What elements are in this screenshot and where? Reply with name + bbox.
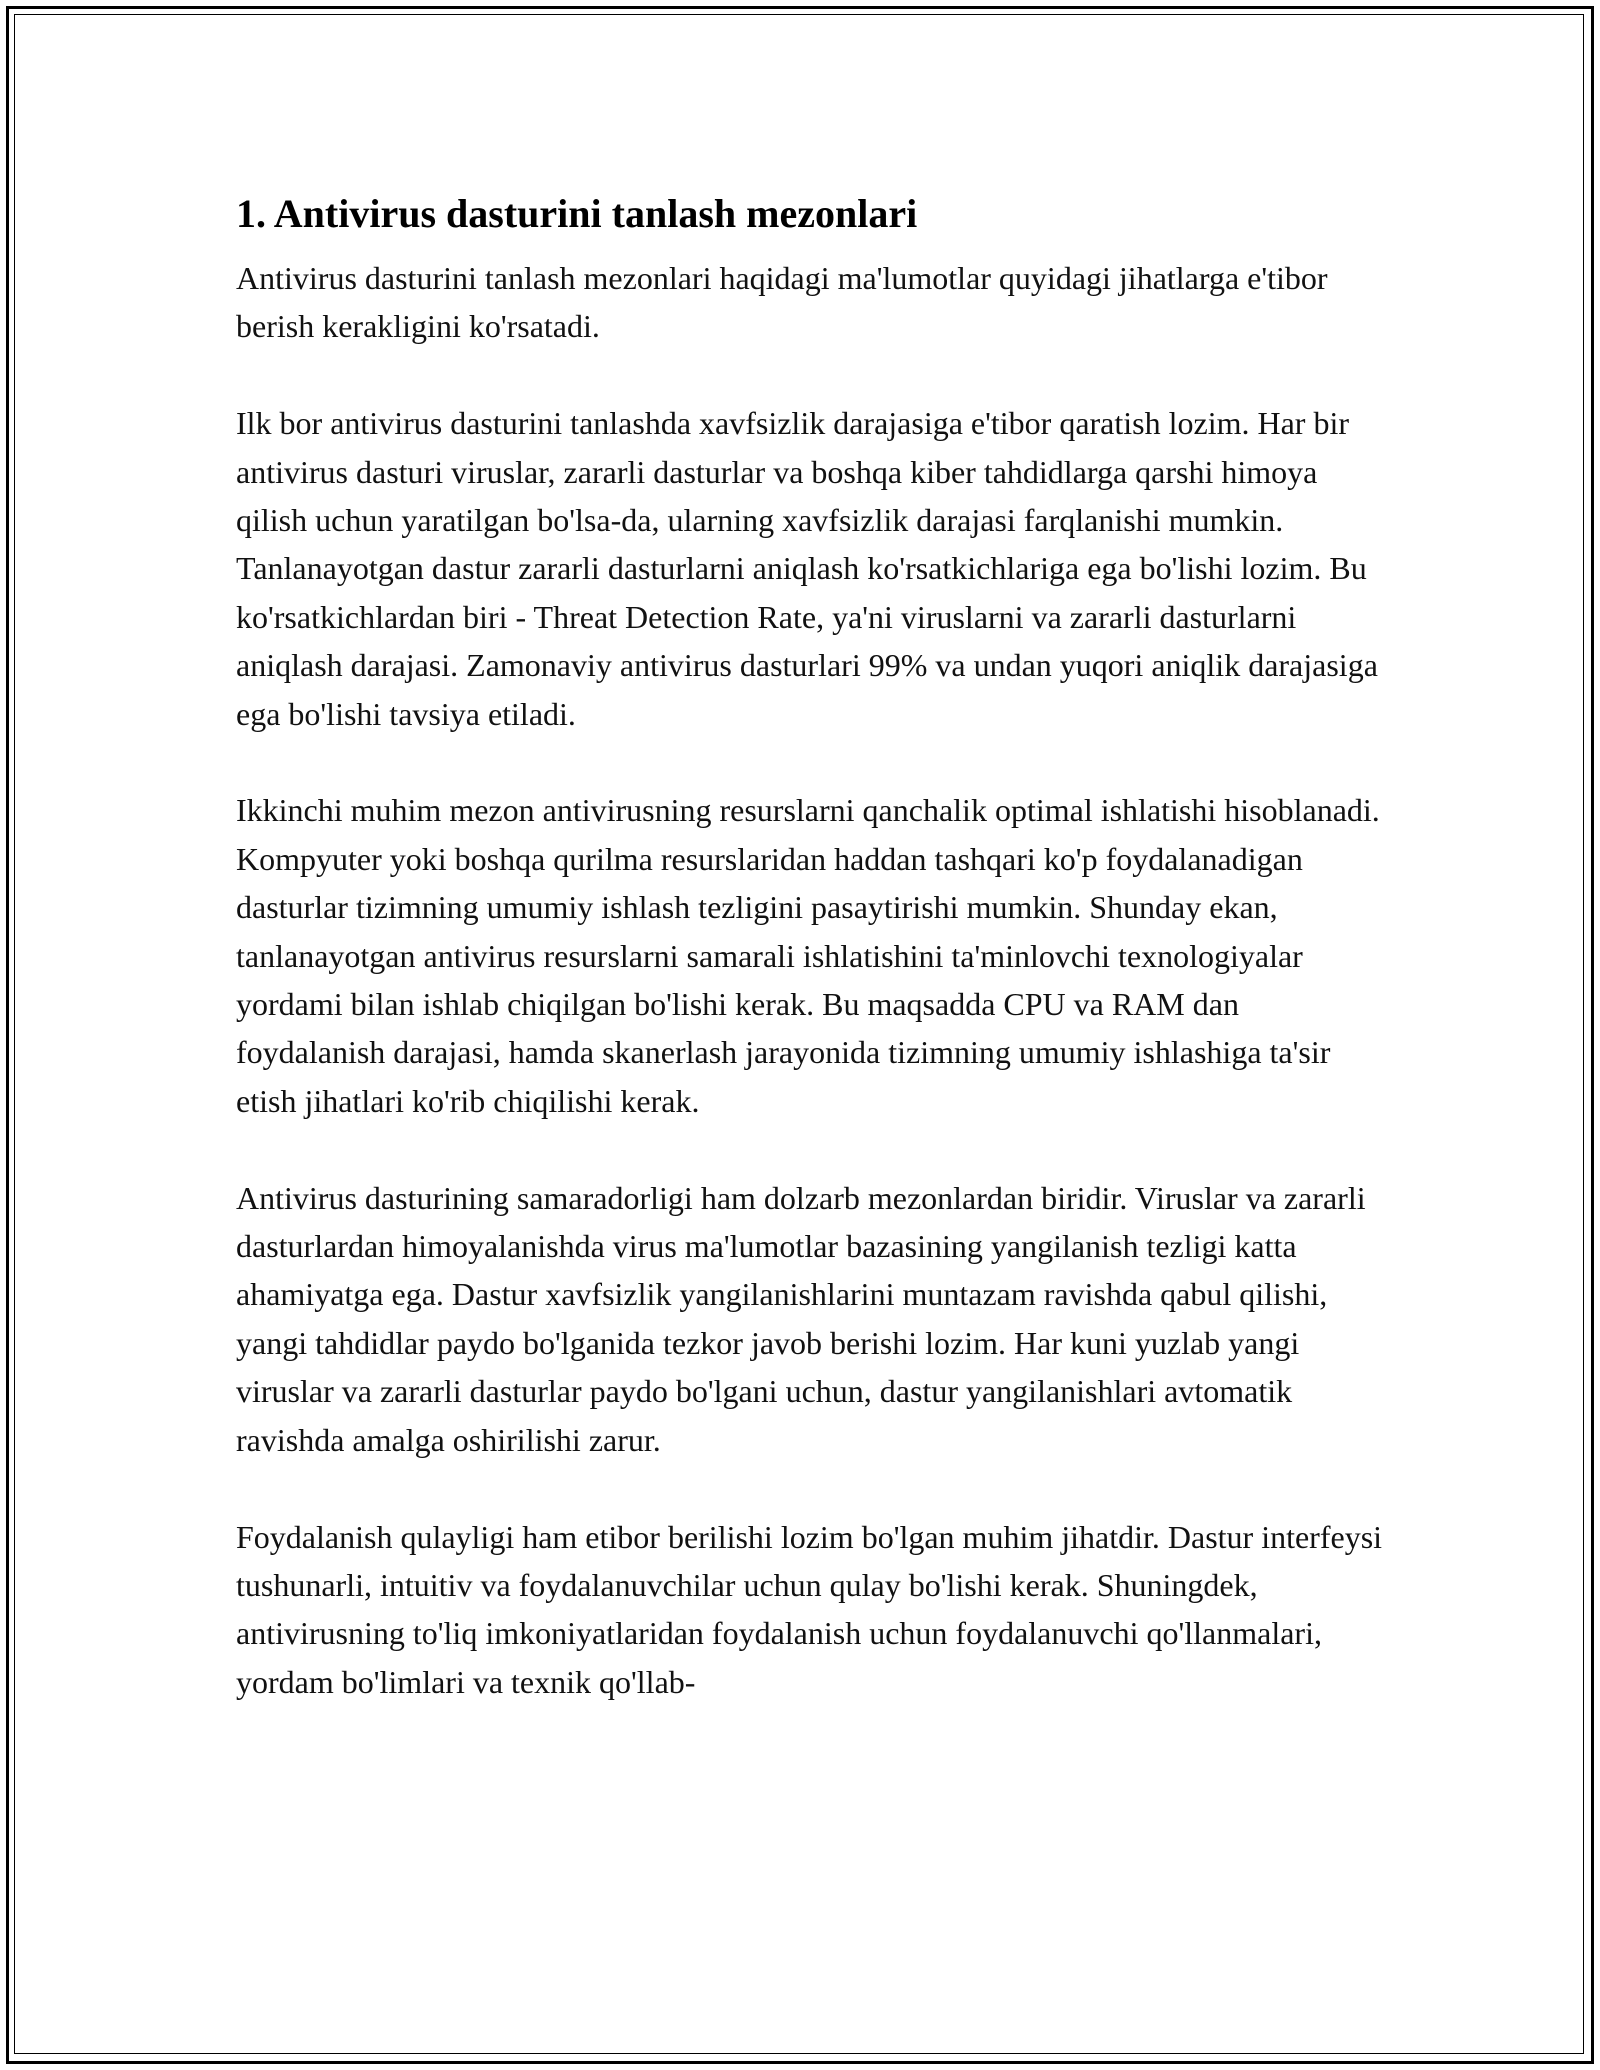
paragraph-effectiveness: Antivirus dasturining samaradorligi ham dolzarb mezonlardan biridir. Viruslar va zararli dasturlardan himoyalanishda virus ma'lumotlar bazasining yangilanish tezligi katta ahamiyatga ega. Dastur xavfsizlik yangilanishlarini muntazam ravishda qabul qilishi, yangi tahdidlar paydo bo'lganida tezkor javob berishi lozim. Har kuni yuzlab yangi viruslar va zararli dasturlar paydo bo'lgani uchun, dastur yangilanishlari avtomatik ravishda amalga oshirilishi zarur.: [236, 1179, 1366, 1458]
paragraph-security-level: Ilk bor antivirus dasturini tanlashda xavfsizlik darajasiga e'tibor qaratish lozim. Har bir antivirus dasturi viruslar, zararli dasturlar va boshqa kiber tahdidlarga qarshi himoya qilish uchun yaratilgan bo'lsa-da, ularning xavfsizlik darajasi farqlanishi mumkin. Tanlanayotgan dastur zararli dasturlarni aniqlash ko'rsatkichlariga ega bo'lishi lozim. Bu ko'rsatkichlardan biri - Threat Detection Rate, ya'ni viruslarni va zararli dasturlarni aniqlash darajasi. Zamonaviy antivirus dasturlari 99% va undan yuqori aniqlik darajasiga ega bo'lishi tavsiya etiladi.: [236, 405, 1378, 732]
document-body: [236, 186, 1386, 1706]
paragraph-usability: Foydalanish qulayligi ham etibor berilishi lozim bo'lgan muhim jihatdir. Dastur interfeysi tushunarli, intuitiv va foydalanuvchilar uchun qulay bo'lishi kerak. Shuningdek, antivirusning to'liq imkoniyatlaridan foydalanish uchun foydalanuvchi qo'llanmalari, yordam bo'limlari va texnik qo'llab-: [236, 1518, 1383, 1700]
paragraph-resource-usage: Ikkinchi muhim mezon antivirusning resurslarni qanchalik optimal ishlatishi hisoblanadi. Kompyuter yoki boshqa qurilma resurslaridan haddan tashqari ko'p foydalanadigan dasturlar tizimning umumiy ishlash tezligini pasaytirishi mumkin. Shunday ekan, tanlanayotgan antivirus resurslarni samarali ishlatishini ta'minlovchi texnologiyalar yordami bilan ishlab chiqilgan bo'lishi kerak. Bu maqsadda CPU va RAM dan foydalanish darajasi, hamda skanerlash jarayonida tizimning umumiy ishlashiga ta'sir etish jihatlari ko'rib chiqilishi kerak.: [236, 792, 1380, 1119]
paragraph-intro: Antivirus dasturini tanlash mezonlari haqidagi ma'lumotlar quyidagi jihatlarga e'tibor berish kerakligini ko'rsatadi.: [236, 260, 1328, 345]
section-heading: 1. Antivirus dasturini tanlash mezonlari: [236, 191, 918, 236]
